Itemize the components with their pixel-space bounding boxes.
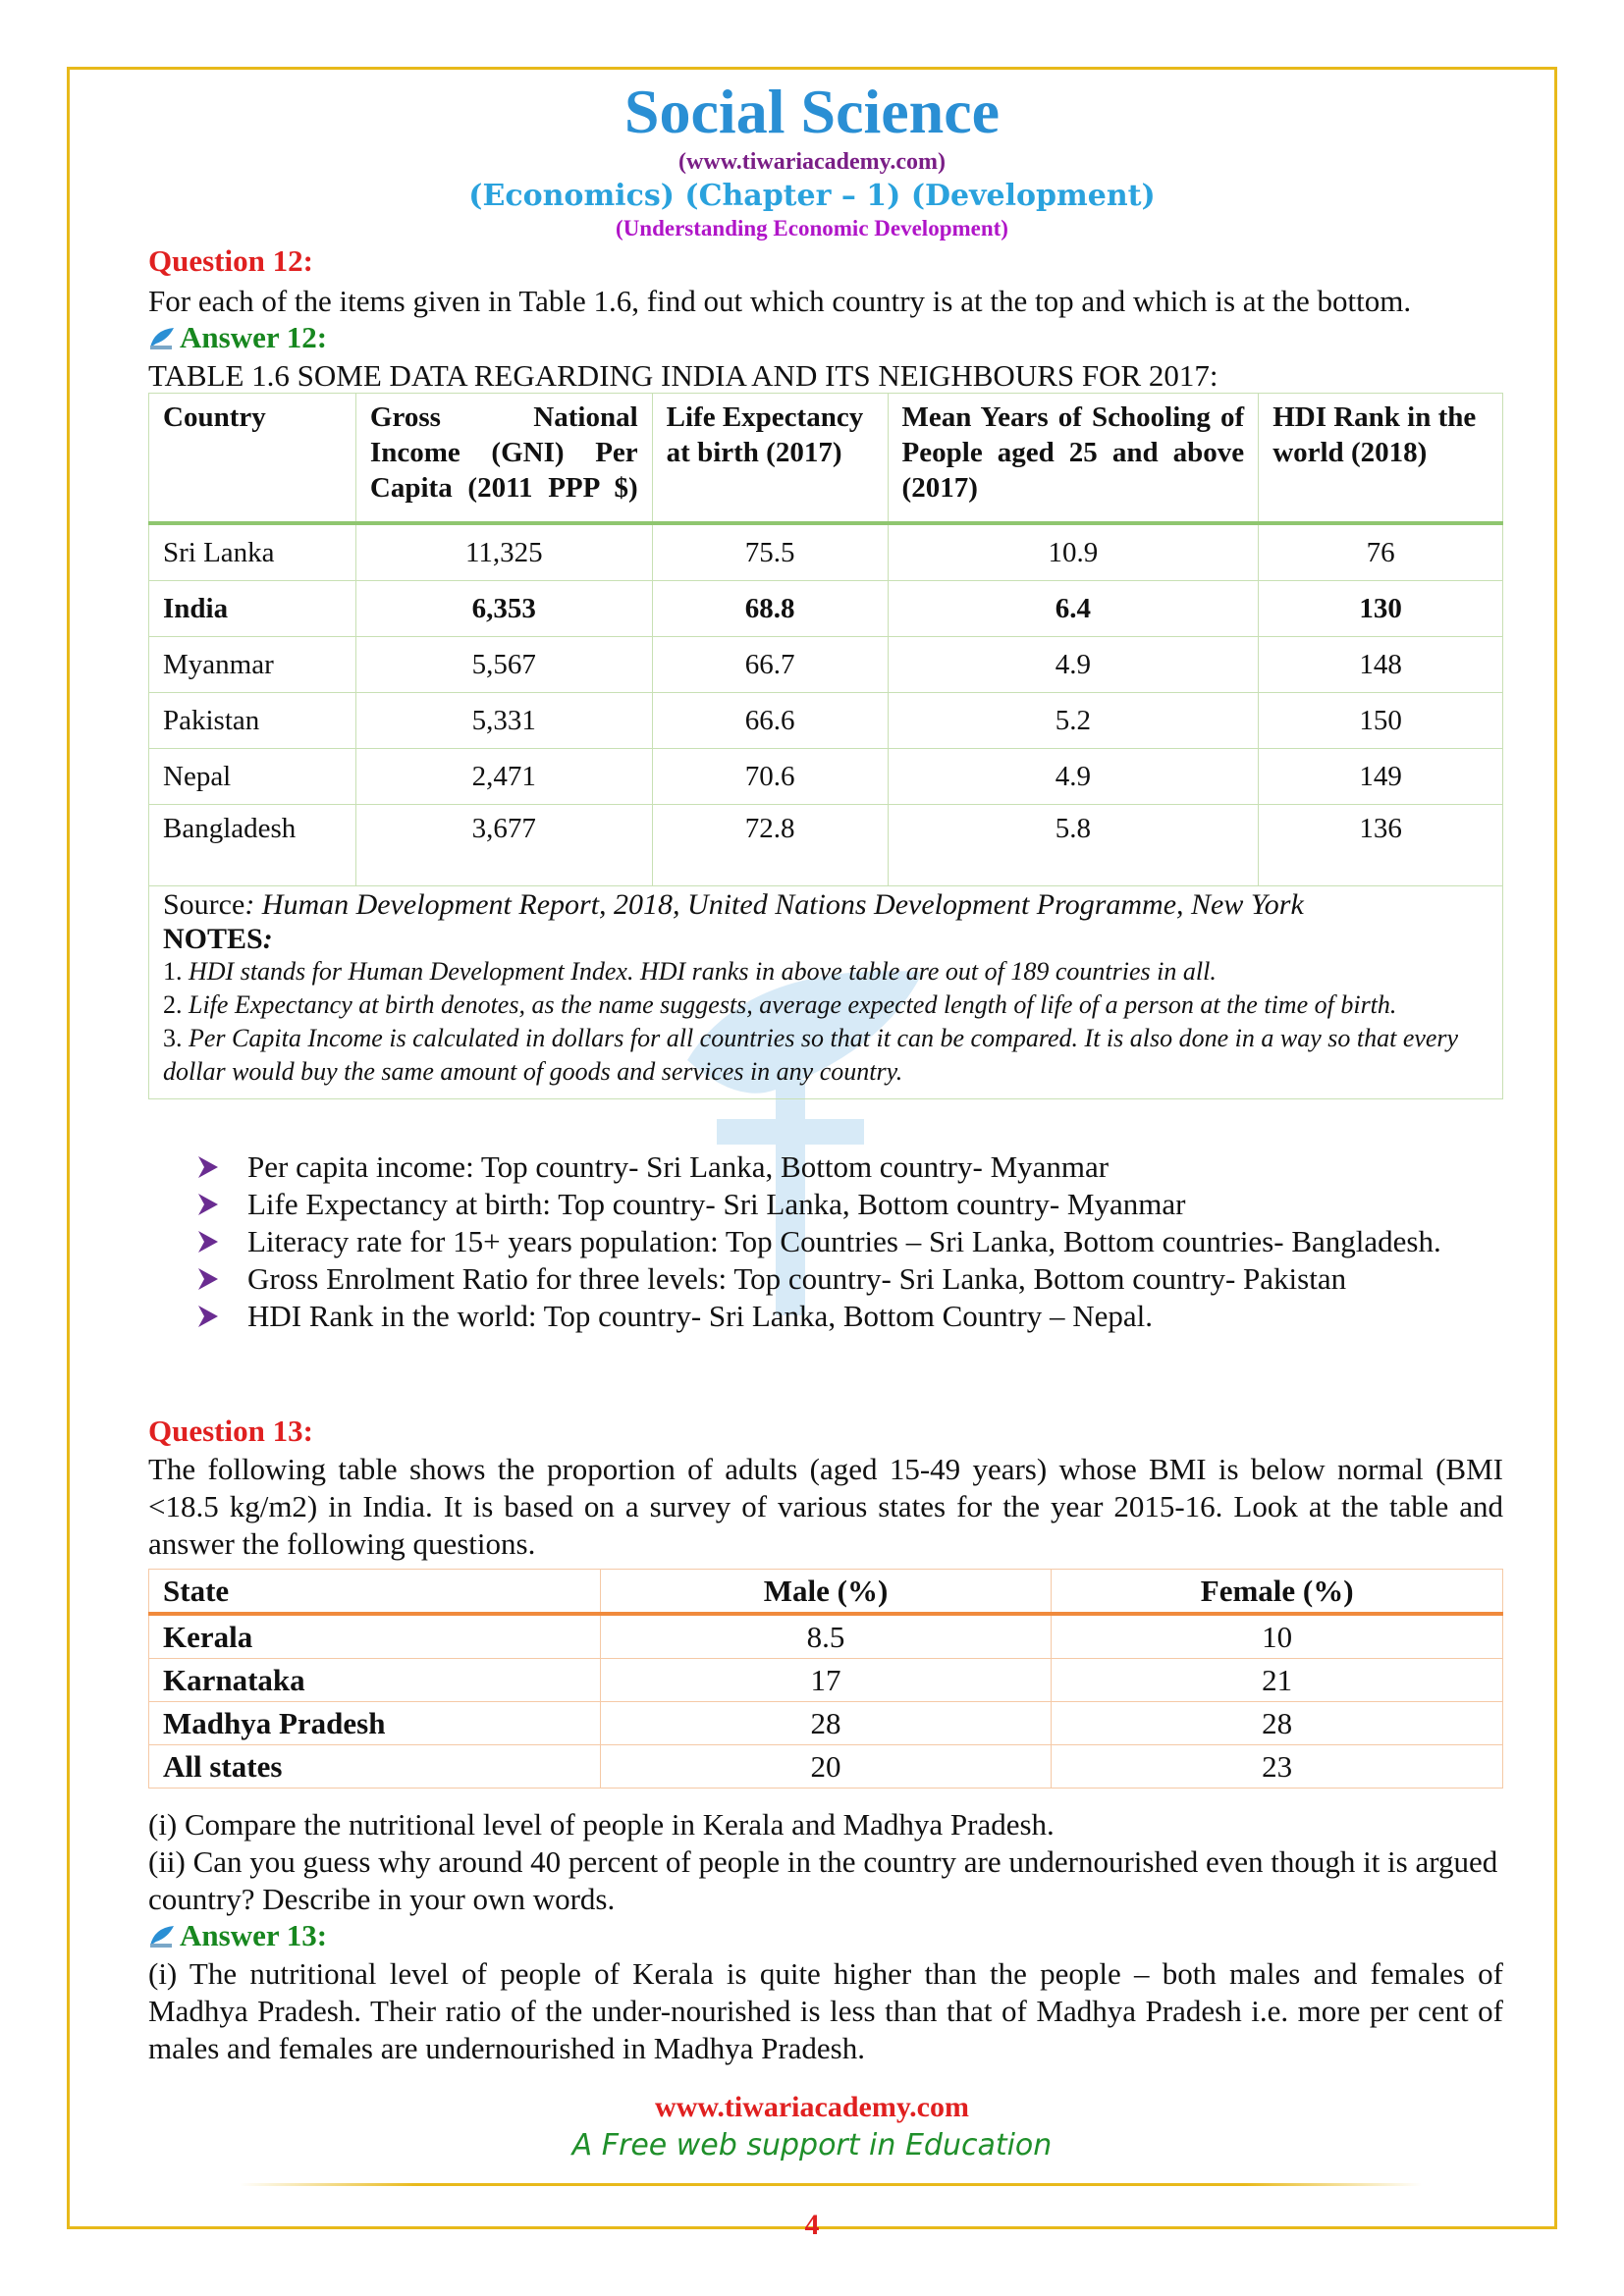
table-cell: Pakistan — [149, 693, 356, 749]
list-item — [196, 1260, 1512, 1298]
note-number: 2. — [163, 990, 183, 1019]
bullet-text: HDI Rank in the world: Top country- Sri Lanka, Bottom Country – Nepal. — [247, 1299, 1153, 1333]
table-row — [149, 637, 1503, 693]
arrow-bullet-icon — [196, 1229, 220, 1255]
table-row — [149, 1614, 1503, 1659]
table-row — [149, 693, 1503, 749]
table-bmi-states — [148, 1569, 1503, 1789]
table-header-row — [149, 394, 1503, 524]
table-cell: 68.8 — [652, 581, 888, 637]
table-cell: 6.4 — [888, 581, 1259, 637]
note-text: HDI stands for Human Development Index. HDI ranks in above table are out of 189 countries in all. — [189, 957, 1217, 986]
question-13-part-2: (ii) Can you guess why around 40 percent of people in the country are undernourished even though it is argued country? Describe in your own words. — [148, 1844, 1498, 1916]
table-cell: 75.5 — [652, 523, 888, 581]
note-item — [163, 988, 1489, 1022]
footer-divider — [240, 2183, 1422, 2186]
table-cell: 66.7 — [652, 637, 888, 693]
table-notes-row — [149, 886, 1503, 1099]
chapter-heading: (Economics) (Chapter – 1) (Development) — [468, 179, 1156, 213]
header-website: (www.tiwariacademy.com) — [678, 149, 946, 175]
table-cell: All states — [149, 1745, 601, 1789]
note-number: 1. — [163, 957, 183, 986]
table-cell: 72.8 — [652, 805, 888, 886]
table-cell: 130 — [1259, 581, 1503, 637]
answer-13-label — [148, 1918, 327, 1953]
table-cell: 3,677 — [355, 805, 652, 886]
question-13-label: Question 13: — [148, 1414, 313, 1448]
question-12-text: For each of the items given in Table 1.6, find out which country is at the top and which is at the bottom. — [148, 284, 1412, 318]
footer-website-link[interactable]: www.tiwariacademy.com — [655, 2091, 969, 2123]
list-item — [196, 1223, 1512, 1260]
list-item — [196, 1298, 1512, 1335]
table-cell: 4.9 — [888, 749, 1259, 805]
column-header: Male (%) — [600, 1570, 1052, 1615]
table-cell: 23 — [1052, 1745, 1503, 1789]
table-india-neighbours — [148, 393, 1503, 1099]
table-cell: Nepal — [149, 749, 356, 805]
page-number: 4 — [804, 2209, 820, 2241]
table-cell: 6,353 — [355, 581, 652, 637]
table-cell: 10.9 — [888, 523, 1259, 581]
arrow-bullet-icon — [196, 1304, 220, 1329]
table-cell: India — [149, 581, 356, 637]
table-cell: 5,331 — [355, 693, 652, 749]
notes-colon: : — [262, 923, 273, 955]
table-cell: 76 — [1259, 523, 1503, 581]
table-cell: 21 — [1052, 1659, 1503, 1702]
note-number: 3. — [163, 1024, 183, 1052]
bullet-text: Literacy rate for 15+ years population: Top Countries – Sri Lanka, Bottom countries- Bangladesh. — [247, 1224, 1441, 1258]
note-text: Life Expectancy at birth denotes, as the name suggests, average expected length of life of a person at the time of birth. — [189, 990, 1397, 1019]
table-1-6-title: TABLE 1.6 SOME DATA REGARDING INDIA AND ITS NEIGHBOURS FOR 2017: — [148, 358, 1218, 393]
column-header: Country — [149, 394, 356, 524]
answer-13-text: Answer 13: — [180, 1918, 328, 1952]
bullet-text: Gross Enrolment Ratio for three levels: Top country- Sri Lanka, Bottom country- Pakistan — [247, 1261, 1347, 1296]
table-row — [149, 1659, 1503, 1702]
bullet-text: Life Expectancy at birth: Top country- Sri Lanka, Bottom country- Myanmar — [247, 1187, 1186, 1221]
table-row — [149, 1702, 1503, 1745]
list-item — [196, 1186, 1512, 1223]
table-cell: 8.5 — [600, 1614, 1052, 1659]
source-text: : Human Development Report, 2018, United Nations Development Programme, New York — [244, 888, 1304, 921]
table-cell: 20 — [600, 1745, 1052, 1789]
notes-heading — [163, 924, 1489, 955]
bullet-text: Per capita income: Top country- Sri Lanka, Bottom country- Myanmar — [247, 1149, 1110, 1184]
note-item — [163, 1022, 1489, 1089]
column-header: Life Expectancy at birth (2017) — [652, 394, 888, 524]
arrow-bullet-icon — [196, 1154, 220, 1180]
note-item — [163, 955, 1489, 988]
page-title: Social Science — [623, 77, 1001, 146]
table-cell: 17 — [600, 1659, 1052, 1702]
answer-12-bullet-list — [196, 1148, 1512, 1335]
table-source — [163, 886, 1489, 924]
arrow-bullet-icon — [196, 1192, 220, 1217]
column-header: Gross National Income (GNI) Per Capita (2011 PPP $) — [355, 394, 652, 524]
table-cell: Bangladesh — [149, 805, 356, 886]
notes-heading-text: NOTES — [163, 923, 263, 955]
list-item — [196, 1148, 1512, 1186]
table-cell: 2,471 — [355, 749, 652, 805]
answer-icon — [148, 326, 176, 351]
column-header: HDI Rank in the world (2018) — [1259, 394, 1503, 524]
question-13-part-1: (i) Compare the nutritional level of people in Kerala and Madhya Pradesh. — [148, 1807, 1055, 1842]
column-header: State — [149, 1570, 601, 1615]
table-cell: Sri Lanka — [149, 523, 356, 581]
answer-icon — [148, 1924, 176, 1949]
answer-12-text: Answer 12: — [180, 320, 328, 354]
footer-tagline: A Free web support in Education — [571, 2128, 1053, 2163]
chapter-subtitle: (Understanding Economic Development) — [616, 216, 1008, 240]
column-header: Mean Years of Schooling of People aged 25 and above (2017) — [888, 394, 1259, 524]
table-cell: Karnataka — [149, 1659, 601, 1702]
table-row — [149, 805, 1503, 886]
table-header-row — [149, 1570, 1503, 1615]
table-cell: 10 — [1052, 1614, 1503, 1659]
table-cell: 4.9 — [888, 637, 1259, 693]
table-cell: Kerala — [149, 1614, 601, 1659]
table-notes-cell — [149, 886, 1503, 1099]
table-row — [149, 1745, 1503, 1789]
table-cell: 11,325 — [355, 523, 652, 581]
table-cell: 5.8 — [888, 805, 1259, 886]
question-12-label: Question 12: — [148, 243, 313, 278]
answer-12-label — [148, 320, 327, 355]
table-cell: Madhya Pradesh — [149, 1702, 601, 1745]
table-row — [149, 581, 1503, 637]
question-13-text: The following table shows the proportion of adults (aged 15-49 years) whose BMI is below normal (BMI <18.5 kg/m2) in India. It is based on a survey of various states for the year 2015-16. Look at the table and answer the following questions. — [148, 1452, 1503, 1561]
table-cell: 149 — [1259, 749, 1503, 805]
table-cell: 148 — [1259, 637, 1503, 693]
note-text: Per Capita Income is calculated in dollars for all countries so that it can be compared. It is also done in a way so that every dollar would buy the same amount of goods and services in any country. — [163, 1024, 1459, 1086]
table-row — [149, 523, 1503, 581]
column-header: Female (%) — [1052, 1570, 1503, 1615]
table-cell: 5,567 — [355, 637, 652, 693]
table-cell: 136 — [1259, 805, 1503, 886]
table-cell: 150 — [1259, 693, 1503, 749]
table-cell: 28 — [1052, 1702, 1503, 1745]
table-cell: 66.6 — [652, 693, 888, 749]
table-cell: 70.6 — [652, 749, 888, 805]
table-row — [149, 749, 1503, 805]
source-prefix: Source — [163, 888, 245, 921]
answer-13-body: (i) The nutritional level of people of Kerala is quite higher than the people – both males and females of Madhya Pradesh. Their ratio of the under-nourished is less than that of Madhya Pradesh i.e. more per cent of males and females are undernourished in Madhya Pradesh. — [148, 1956, 1503, 2065]
table-cell: Myanmar — [149, 637, 356, 693]
table-cell: 28 — [600, 1702, 1052, 1745]
table-cell: 5.2 — [888, 693, 1259, 749]
arrow-bullet-icon — [196, 1266, 220, 1292]
